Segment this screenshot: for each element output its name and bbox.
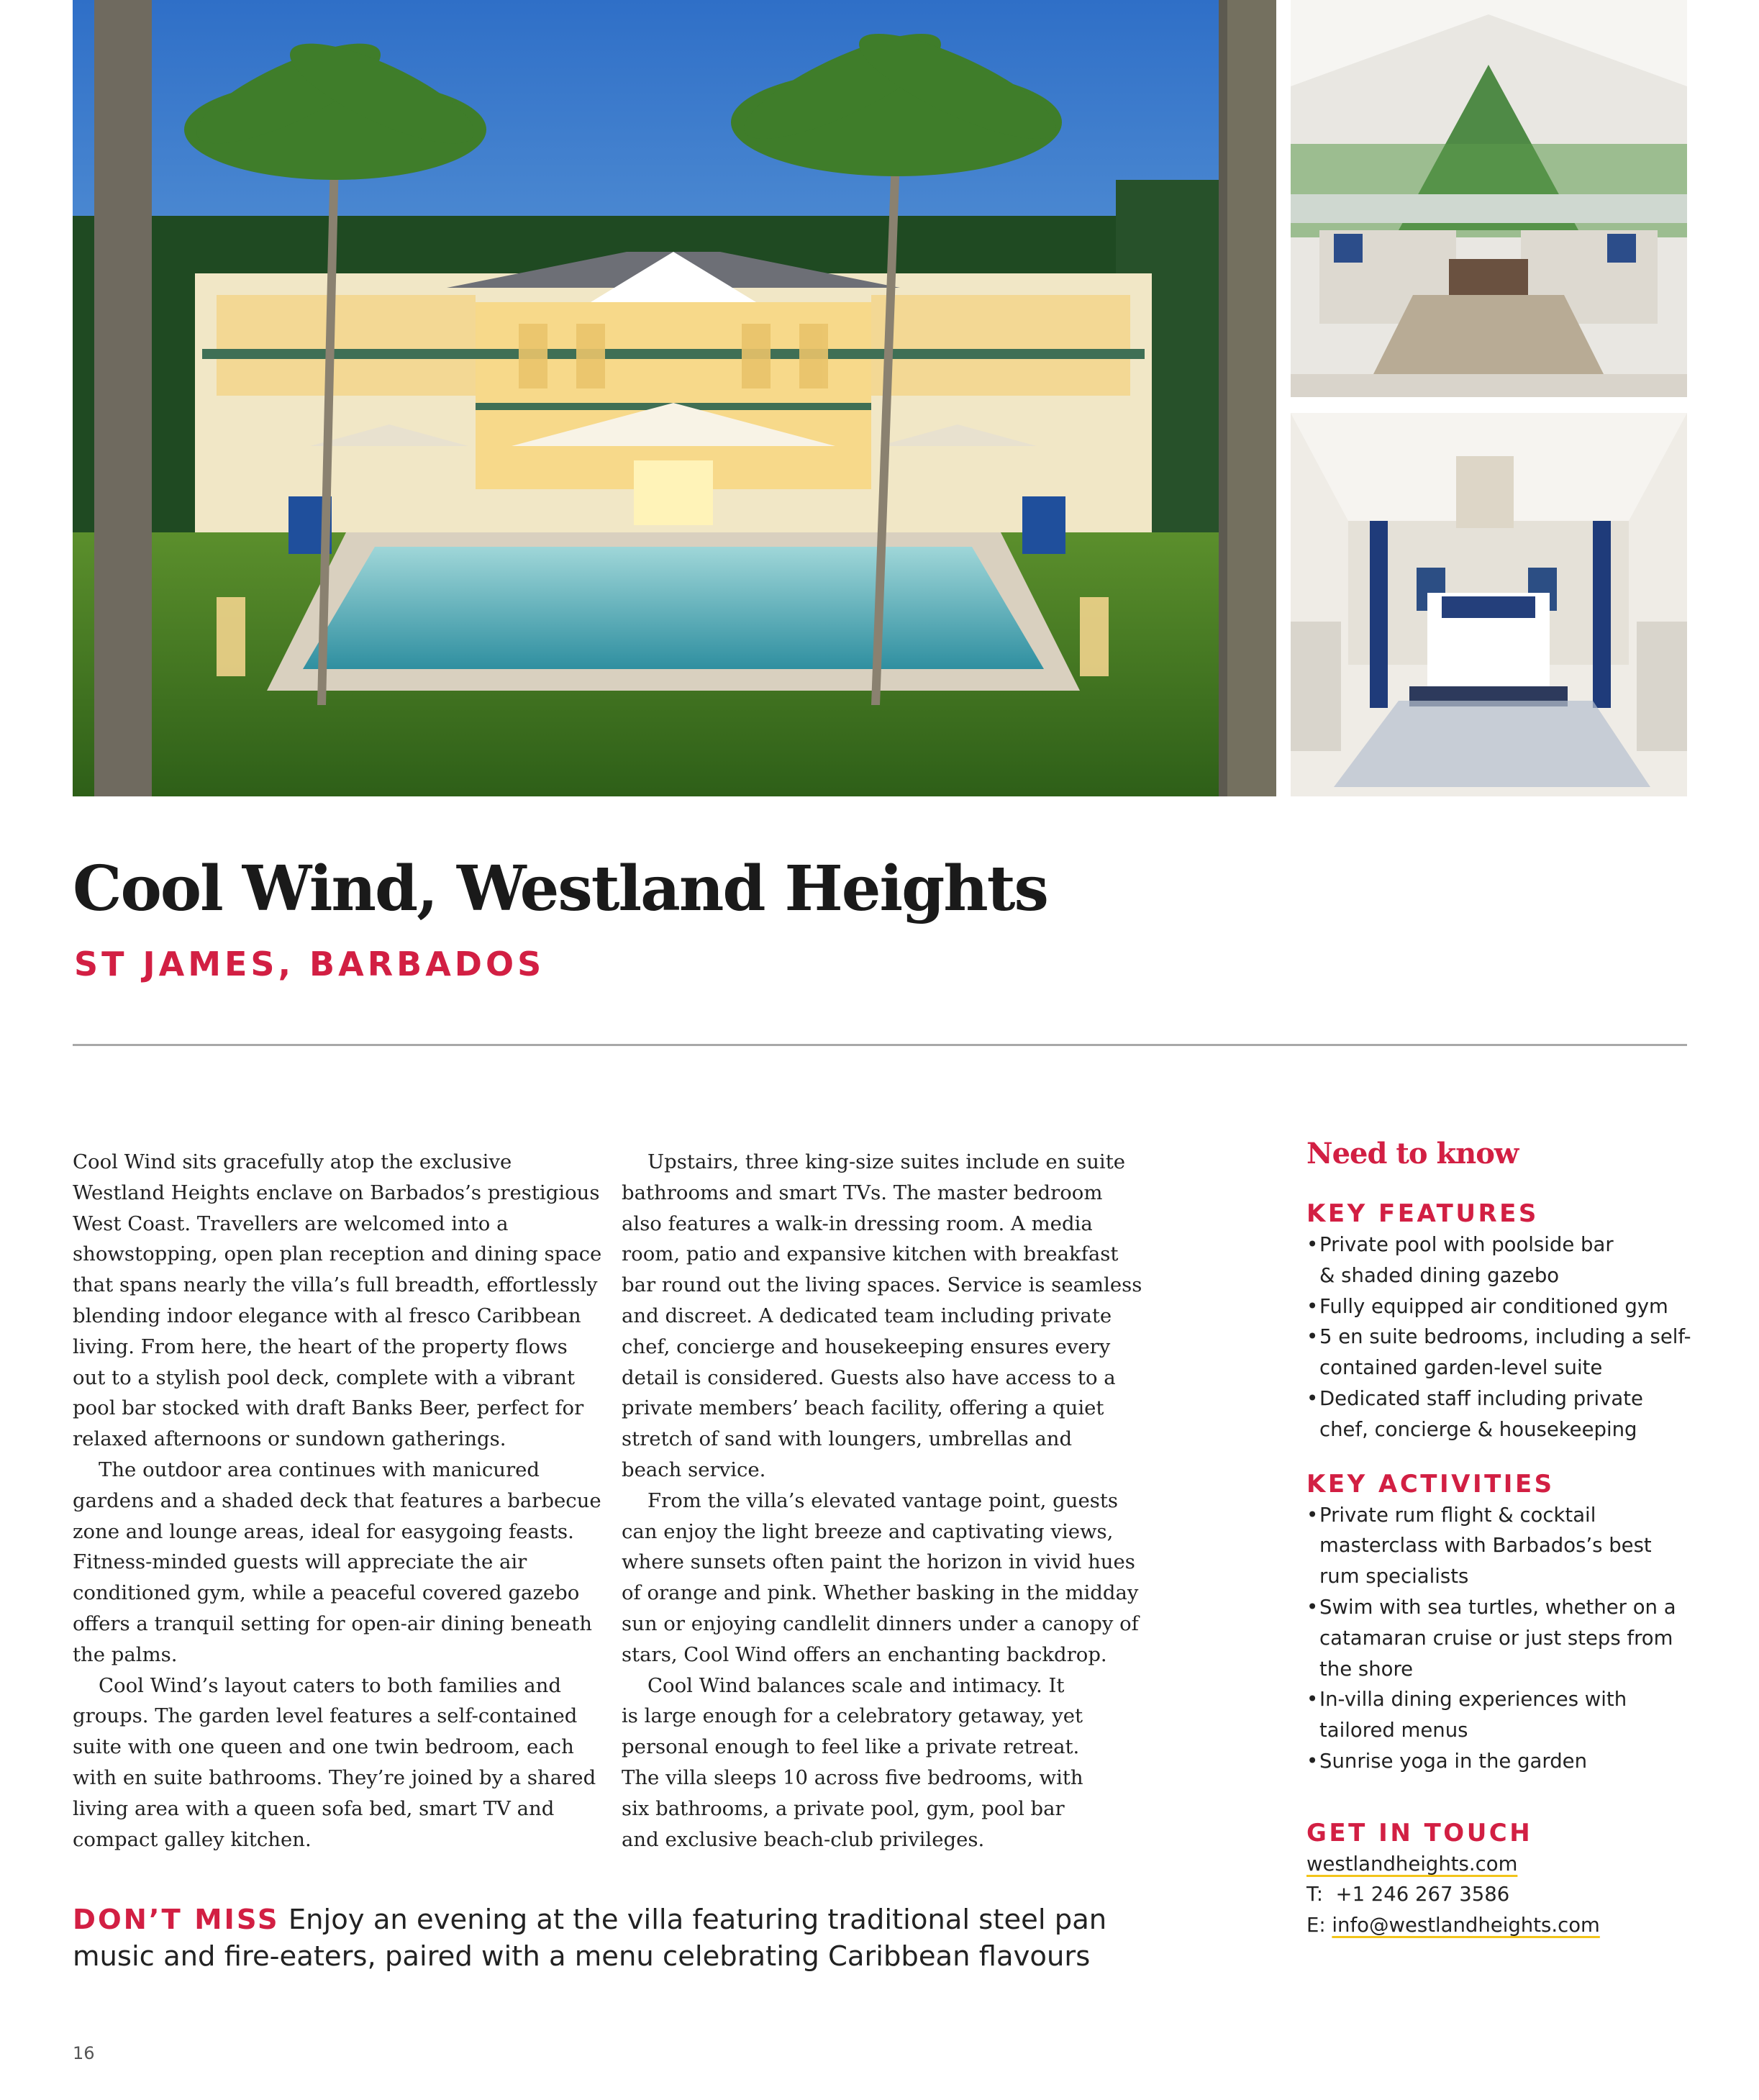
key-feature-item-text: Dedicated staff including private <box>1319 1386 1643 1410</box>
photo-living-gazebo <box>1291 0 1687 397</box>
body-text-line: The outdoor area continues with manicured <box>99 1458 540 1481</box>
body-text-line: bar round out the living spaces. Service is seamless <box>622 1273 1142 1297</box>
key-activity-item <box>1306 1746 1688 1777</box>
key-activity-item <box>1306 1500 1688 1592</box>
body-text-line: living. From here, the heart of the property flows <box>73 1335 568 1358</box>
body-text-line: Cool Wind balances scale and intimacy. It <box>647 1673 1065 1697</box>
key-activity-item-text: Swim with sea turtles, whether on a <box>1319 1595 1676 1619</box>
body-text-line: room, patio and expansive kitchen with breakfast <box>622 1242 1119 1266</box>
photo-master-bedroom <box>1291 413 1687 796</box>
key-activity-item-text: In-villa dining experiences with <box>1319 1688 1627 1712</box>
body-text-line: living area with a queen sofa bed, smart TV and <box>73 1796 555 1820</box>
body-text-line: pool bar stocked with draft Banks Beer, perfect for <box>73 1396 584 1420</box>
body-text-line: Westland Heights enclave on Barbados’s prestigious <box>73 1181 600 1204</box>
body-text-line: gardens and a shaded deck that features a barbecue <box>73 1488 601 1512</box>
body-text-line: showstopping, open plan reception and dining space <box>73 1242 602 1266</box>
body-text-line: conditioned gym, while a peaceful covered gazebo <box>73 1581 580 1605</box>
key-features-list <box>1306 1229 1691 1445</box>
dont-miss-label: DON’T MISS <box>73 1904 280 1936</box>
key-feature-item <box>1306 1291 1688 1322</box>
key-activity-item-text: tailored menus <box>1319 1719 1468 1742</box>
body-text-line: Upstairs, three king-size suites include en suite <box>647 1150 1126 1173</box>
body-text-line: Cool Wind’s layout caters to both families and <box>99 1673 561 1697</box>
key-feature-item <box>1306 1322 1691 1383</box>
key-features-heading: KEY FEATURES <box>1306 1199 1539 1228</box>
body-text-line: bathrooms and smart TVs. The master bedroom <box>622 1181 1103 1204</box>
need-to-know-heading: Need to know <box>1306 1137 1519 1171</box>
body-text-line: personal enough to feel like a private retreat. <box>622 1735 1080 1759</box>
key-activities-heading: KEY ACTIVITIES <box>1306 1469 1555 1499</box>
body-text-line: and exclusive beach-club privileges. <box>622 1827 985 1851</box>
hero-photo-villa-pool <box>73 0 1276 796</box>
body-text-line: out to a stylish pool deck, complete with a vibrant <box>73 1365 576 1389</box>
body-text-line: with en suite bathrooms. They’re joined by a shared <box>73 1765 596 1789</box>
dont-miss-text-line-2: music and fire-eaters, paired with a menu celebrating Caribbean flavours <box>73 1940 1091 1973</box>
get-in-touch-heading: GET IN TOUCH <box>1306 1818 1533 1847</box>
key-activities-list <box>1306 1500 1688 1777</box>
body-text-line: West Coast. Travellers are welcomed into a <box>73 1212 509 1235</box>
article-location: ST JAMES, BARBADOS <box>74 945 545 983</box>
key-feature-item-text: & shaded dining gazebo <box>1319 1263 1560 1287</box>
body-column-1 <box>73 1147 605 1855</box>
body-text-line: sun or enjoying candlelit dinners under a canopy of <box>622 1612 1139 1635</box>
body-text-line: blending indoor elegance with al fresco Caribbean <box>73 1304 581 1327</box>
body-text-line: From the villa’s elevated vantage point, guests <box>647 1488 1119 1512</box>
key-activity-item-text: Sunrise yoga in the garden <box>1319 1749 1588 1773</box>
body-text-line: groups. The garden level features a self-contained <box>73 1704 578 1728</box>
key-activity-item <box>1306 1592 1688 1684</box>
key-activity-item-text: the shore <box>1319 1657 1414 1681</box>
body-text-line: stars, Cool Wind offers an enchanting backdrop. <box>622 1642 1107 1666</box>
key-feature-item <box>1306 1383 1688 1445</box>
key-activity-item-text: rum specialists <box>1319 1565 1469 1588</box>
body-text-line: private members’ beach facility, offering a quiet <box>622 1396 1104 1420</box>
email-label: E: <box>1306 1913 1326 1937</box>
body-text-line: is large enough for a celebratory getaway, yet <box>622 1704 1083 1728</box>
body-text-line: beach service. <box>622 1458 766 1481</box>
body-text-line: can enjoy the light breeze and captivating views, <box>622 1519 1114 1543</box>
need-to-know-sidebar <box>1306 1137 1691 1940</box>
body-text-line: compact galley kitchen. <box>73 1827 312 1851</box>
key-activity-item-text: Private rum flight & cocktail <box>1319 1503 1596 1527</box>
dont-miss-callout <box>73 1901 1224 1975</box>
page-number: 16 <box>73 2043 95 2063</box>
body-text-line: where sunsets often paint the horizon in vivid hues <box>622 1550 1135 1574</box>
body-text-line: that spans nearly the villa’s full breadth, effortlessly <box>73 1273 598 1297</box>
dont-miss-text-line-1: Enjoy an evening at the villa featuring traditional steel pan <box>288 1904 1107 1936</box>
divider <box>73 1044 1687 1046</box>
body-text-line: six bathrooms, a private pool, gym, pool bar <box>622 1796 1065 1820</box>
body-text-line: Cool Wind sits gracefully atop the exclusive <box>73 1150 512 1173</box>
body-text-line: and discreet. A dedicated team including private <box>622 1304 1112 1327</box>
body-text-line: offers a tranquil setting for open-air dining beneath <box>73 1612 592 1635</box>
key-activity-item-text: masterclass with Barbados’s best <box>1319 1534 1652 1558</box>
phone-number[interactable]: +1 246 267 3586 <box>1335 1883 1510 1906</box>
key-activity-item-text: catamaran cruise or just steps from <box>1319 1626 1673 1650</box>
body-text-line: detail is considered. Guests also have access to a <box>622 1365 1116 1389</box>
body-text-line: Fitness-minded guests will appreciate the air <box>73 1550 527 1574</box>
article-title: Cool Wind, Westland Heights <box>73 853 1047 925</box>
key-feature-item <box>1306 1229 1688 1291</box>
key-activity-item <box>1306 1684 1688 1746</box>
body-text-line: chef, concierge and housekeeping ensures every <box>622 1335 1111 1358</box>
key-feature-item-text: chef, concierge & housekeeping <box>1319 1417 1637 1441</box>
body-text-line: of orange and pink. Whether basking in the midday <box>622 1581 1139 1605</box>
body-text-line: also features a walk-in dressing room. A media <box>622 1212 1093 1235</box>
body-text-line: relaxed afternoons or sundown gatherings. <box>73 1427 506 1451</box>
key-feature-item-text: Fully equipped air conditioned gym <box>1319 1294 1668 1318</box>
website-link[interactable]: westlandheights.com <box>1306 1852 1518 1876</box>
body-text-line: suite with one queen and one twin bedroom, each <box>73 1735 574 1759</box>
body-text-line: The villa sleeps 10 across five bedrooms, with <box>622 1765 1083 1789</box>
body-text-line: stretch of sand with loungers, umbrellas and <box>622 1427 1073 1451</box>
body-text-line: the palms. <box>73 1642 178 1666</box>
body-text-line: zone and lounge areas, ideal for easygoing feasts. <box>73 1519 574 1543</box>
body-column-2 <box>622 1147 1154 1855</box>
key-feature-item-text: Private pool with poolside bar <box>1319 1233 1614 1256</box>
key-feature-item-text: 5 en suite bedrooms, including a self- <box>1319 1325 1691 1349</box>
phone-label: T: <box>1306 1883 1324 1906</box>
key-feature-item-text: contained garden-level suite <box>1319 1356 1603 1380</box>
email-link[interactable]: info@westlandheights.com <box>1332 1913 1600 1937</box>
